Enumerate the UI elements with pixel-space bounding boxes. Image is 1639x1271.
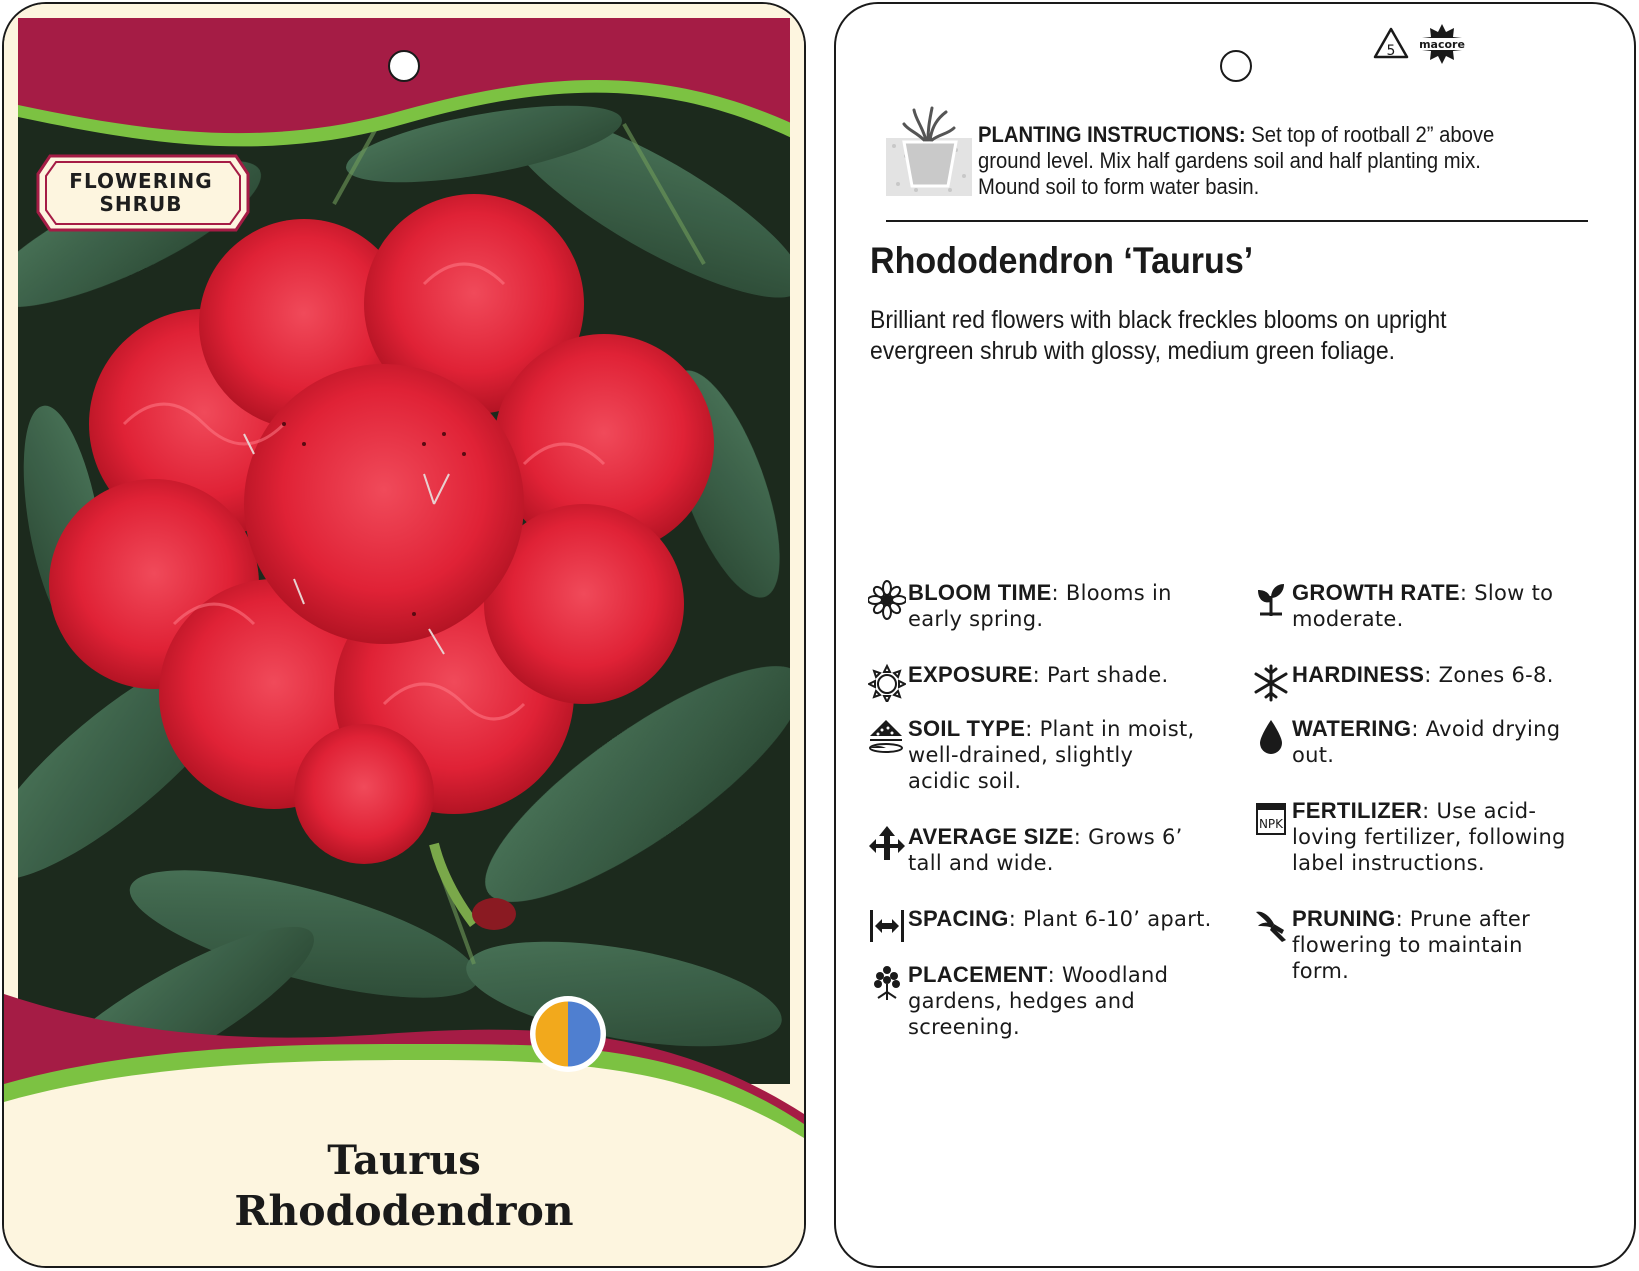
part-shade-icon (528, 994, 608, 1074)
hardiness-attribute (1252, 662, 1572, 702)
common-name: Taurus (327, 1137, 481, 1184)
exposure-label: EXPOSURE (908, 662, 1033, 687)
planting-instructions (978, 122, 1548, 200)
placement-attribute (868, 962, 1198, 1040)
watering-label: WATERING (1292, 716, 1412, 741)
growth-icon (1252, 580, 1290, 620)
snowflake-icon (1252, 662, 1290, 702)
hardiness-value: : Zones 6-8. (1424, 663, 1554, 687)
brand-logo (1416, 22, 1468, 66)
badge-line-2: SHRUB (99, 192, 183, 216)
water-drop-icon (1252, 716, 1290, 756)
spacing-value: : Plant 6-10’ apart. (1008, 907, 1212, 931)
exposure-attribute (868, 662, 1198, 702)
hang-hole (1220, 50, 1252, 82)
average-size-attribute (868, 824, 1218, 876)
npk-text: NPK (1258, 817, 1284, 831)
logo-group (1372, 22, 1472, 66)
category-badge (38, 170, 244, 216)
planting-body: Set top of rootball 2” above ground level. Mix half gardens soil and half planting mix. Mound soil to form water basin. (978, 122, 1495, 199)
placement-icon (868, 962, 906, 1002)
pruners-icon (1252, 906, 1290, 946)
spacing-icon (868, 906, 906, 946)
recycle-icon (1372, 26, 1410, 64)
growth-rate-attribute (1252, 580, 1572, 632)
sun-icon (868, 662, 906, 702)
soil-type-attribute (868, 716, 1198, 794)
pruning-attribute (1252, 906, 1572, 984)
soil-icon (868, 716, 906, 756)
size-icon (868, 824, 906, 864)
planting-pot-icon (886, 106, 972, 196)
average-size-label: AVERAGE SIZE (908, 824, 1074, 849)
pruning-value: : Prune after flowering to maintain form. (1292, 907, 1531, 983)
fertilizer-value: : Use acid-loving fertilizer, following label instructions. (1292, 799, 1566, 875)
planting-label: PLANTING INSTRUCTIONS: (978, 122, 1246, 147)
spacing-attribute (868, 906, 1218, 946)
recycle-number: 5 (1386, 43, 1396, 59)
front-tag (2, 2, 806, 1268)
flower-icon (868, 580, 906, 620)
watering-attribute (1252, 716, 1572, 768)
bloom-time-attribute (868, 580, 1198, 632)
divider (886, 220, 1588, 222)
soil-type-label: SOIL TYPE (908, 716, 1026, 741)
back-tag (834, 2, 1636, 1268)
placement-value: : Woodland gardens, hedges and screening. (908, 963, 1169, 1039)
soil-type-value: : Plant in moist, well-drained, slightly acidic soil. (908, 717, 1195, 793)
spacing-label: SPACING (908, 906, 1009, 931)
growth-rate-value: : Slow to moderate. (1292, 581, 1554, 631)
watering-value: : Avoid drying out. (1292, 717, 1561, 767)
plant-type: Rhododendron (234, 1187, 574, 1235)
bloom-time-label: BLOOM TIME (908, 580, 1052, 605)
exposure-value: : Part shade. (1032, 663, 1169, 687)
brand-name: macore (1419, 38, 1465, 51)
hardiness-label: HARDINESS (1292, 662, 1425, 687)
fertilizer-icon (1252, 798, 1290, 838)
bloom-time-value: : Blooms in early spring. (908, 581, 1172, 631)
plant-title: Rhododendron ‘Taurus’ (870, 240, 1254, 281)
placement-label: PLACEMENT (908, 962, 1048, 987)
average-size-value: : Grows 6’ tall and wide. (908, 825, 1183, 875)
fertilizer-attribute (1252, 798, 1592, 876)
pruning-label: PRUNING (1292, 906, 1396, 931)
plant-description: Brilliant red flowers with black freckles blooms on upright evergreen shrub with glossy, medium green foliage. (870, 306, 1447, 365)
growth-rate-label: GROWTH RATE (1292, 580, 1460, 605)
fertilizer-label: FERTILIZER (1292, 798, 1423, 823)
badge-line-1: FLOWERING (69, 169, 213, 193)
hang-hole (388, 50, 420, 82)
